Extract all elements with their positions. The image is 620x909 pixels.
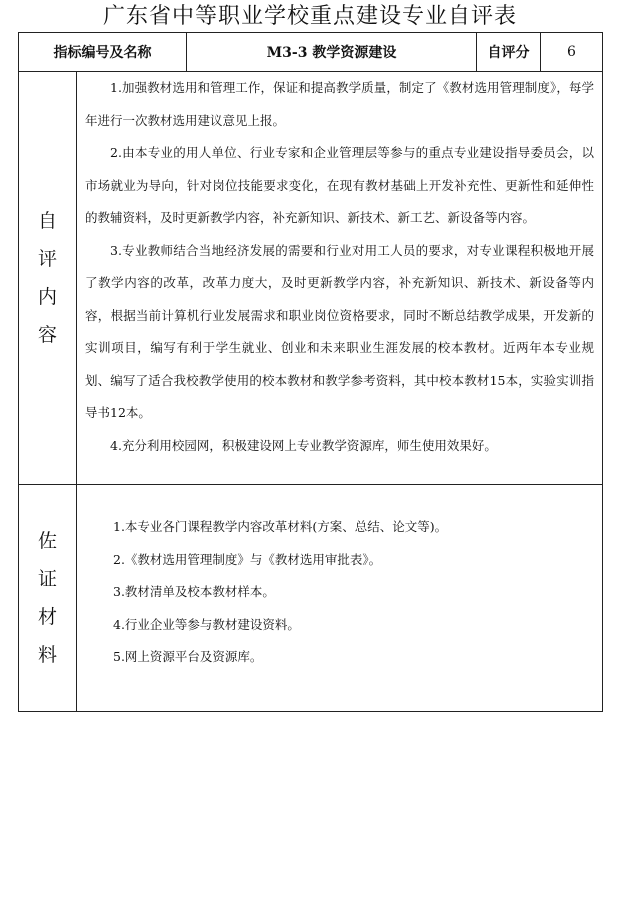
indicator-value: M3-3 教学资源建设	[187, 33, 477, 72]
self-eval-paragraph: 3.专业教师结合当地经济发展的需要和行业对用工人员的要求，对专业课程积极地开展了教学内容的改革，改革力度大，及时更新教学内容，补充新知识、新技术、新设备等内容，根据当前计算机行业发展需求和职业岗位资格要求，同时不断总结教学成果，开发新的实训项目，编写有利于学生就业、创业和未来职业生涯发展的校本教材。近两年本专业规划、编写了适合我校教学使用的校本教材和教学参考资料，其中校本教材15本，实验实训指导书12本。	[85, 242, 594, 420]
self-eval-paragraph: 4.充分利用校园网，积极建设网上专业教学资源库，师生使用效果好。	[110, 437, 497, 453]
evidence-row	[19, 485, 603, 712]
indicator-label: 指标编号及名称	[19, 33, 187, 72]
label-char: 佐	[37, 530, 57, 552]
label-char: 证	[37, 568, 57, 590]
self-eval-paragraph: 2.由本专业的用人单位、行业专家和企业管理层等参与的重点专业建设指导委员会，以市场就业为导向，针对岗位技能要求变化，在现有教材基础上开发补充性、更新性和延伸性的教辅资料，及时更新教学内容，补充新知识、新技术、新工艺、新设备等内容。	[85, 145, 594, 225]
self-eval-row	[19, 72, 603, 485]
label-char: 内	[37, 286, 57, 308]
self-evaluation-table	[18, 32, 603, 712]
evidence-content	[77, 485, 603, 712]
page-title: 广东省中等职业学校重点建设专业自评表	[102, 4, 517, 29]
evidence-item: 2.《教材选用管理制度》与《教材选用审批表》。	[113, 551, 382, 567]
label-char: 料	[37, 644, 57, 666]
self-eval-paragraph: 1.加强教材选用和管理工作，保证和提高教学质量，制定了《教材选用管理制度》，每学年进行一次教材选用建议意见上报。	[85, 80, 594, 128]
score-label: 自评分	[477, 33, 541, 72]
label-char: 自	[37, 210, 57, 232]
label-char: 容	[37, 324, 57, 346]
header-row	[19, 33, 603, 72]
evidence-item: 3.教材清单及校本教材样本。	[113, 584, 275, 599]
evidence-item: 1.本专业各门课程教学内容改革材料(方案、总结、论文等)。	[113, 519, 448, 534]
self-eval-content	[77, 72, 603, 485]
label-char: 材	[37, 606, 57, 628]
evidence-label	[19, 485, 77, 712]
score-value: 6	[541, 33, 603, 72]
label-char: 评	[37, 248, 57, 270]
evidence-item: 5.网上资源平台及资源库。	[113, 649, 263, 664]
self-eval-label	[19, 72, 77, 485]
evidence-item: 4.行业企业等参与教材建设资料。	[113, 616, 300, 632]
